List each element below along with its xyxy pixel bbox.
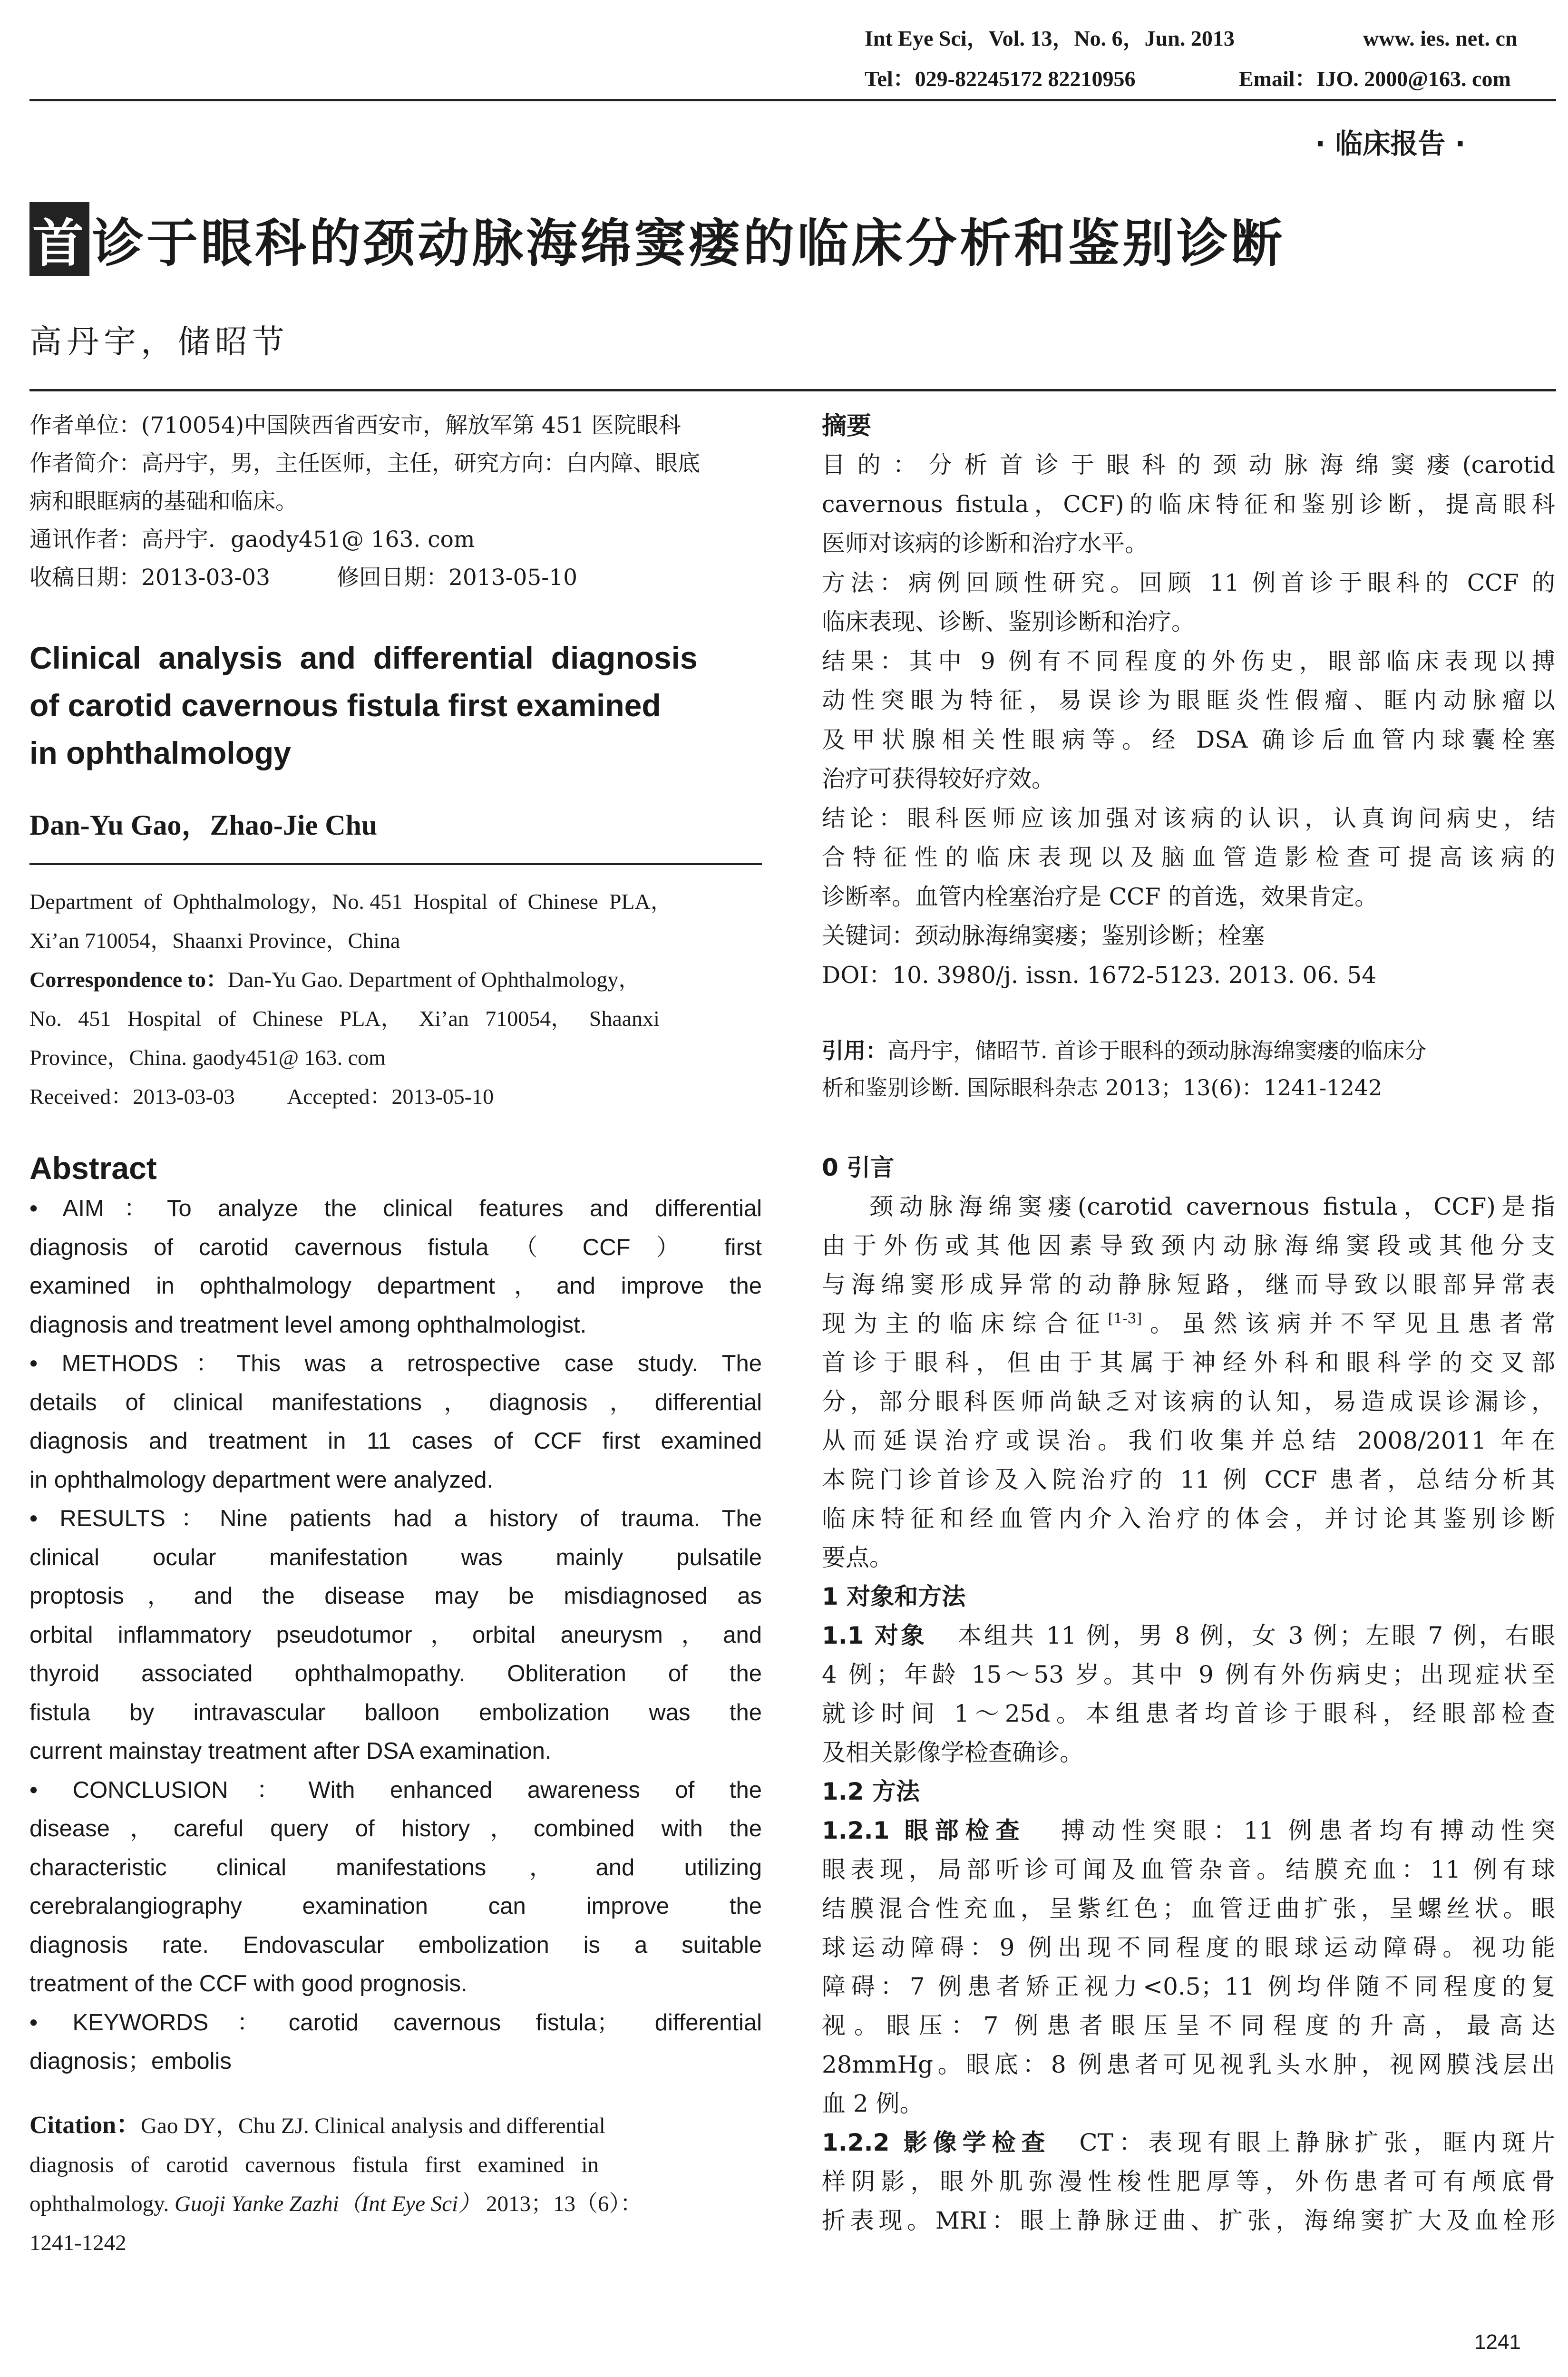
heading-1-2-1: 1.2.1 眼部检查 — [822, 1817, 1026, 1844]
heading-1-2: 1.2 方法 — [822, 1778, 920, 1805]
intro-line: 临床特征和经血管内介入治疗的体会，并讨论其鉴别诊断 — [822, 1505, 1555, 1532]
section-1-1-line: 就诊时间 1～25d。本组患者均首诊于眼科，经眼部检查 — [822, 1700, 1555, 1727]
abstract-en-line: disease，careful query of history，combined with the — [29, 1816, 762, 1841]
section-text: 本组共 11 例，男 8 例，女 3 例；左眼 7 例，右眼 — [955, 1622, 1555, 1649]
abstract-en-line: proptosis，and the disease may be misdiagnosed as — [29, 1583, 762, 1609]
section-1-2-2-line — [822, 2123, 1555, 2162]
citation-text: Gao DY，Chu ZJ. Clinical analysis and differential — [141, 2113, 605, 2138]
abstract-en-line: cerebralangiography examination can improve the — [29, 1893, 762, 1919]
citation-en-line-1 — [29, 2106, 762, 2145]
abstract-en-line: thyroid associated ophthalmopathy. Obliteration of the — [29, 1661, 762, 1686]
journal-citation: Int Eye Sci，Vol. 13，No. 6，Jun. 2013 — [865, 26, 1235, 50]
affil-rule — [29, 863, 762, 865]
info-bio-1: 作者简介：高丹宇，男，主任医师，主任，研究方向：白内障、眼底 — [29, 450, 700, 477]
section-1-2-1-line — [822, 1811, 1555, 1850]
intro-text: 现为主的临床综合征 — [822, 1310, 1108, 1337]
info-revised: 修回日期：2013-05-10 — [336, 565, 577, 591]
journal-email: Email：IJO. 2000@163. com — [1239, 67, 1511, 91]
citation-cn-line-1: 引用：高丹宇，储昭节. 首诊于眼科的颈动脉海绵窦瘘的临床分 — [822, 1038, 1427, 1063]
intro-line: 由于外伤或其他因素导致颈内动脉海绵窦段或其他分支 — [822, 1232, 1555, 1259]
heading-1-1: 1.1 对象 — [822, 1622, 927, 1649]
authors-en: Dan-Yu Gao，Zhao-Jie Chu — [29, 809, 378, 841]
intro-text: 。虽然该病并不罕见且患者常 — [1142, 1310, 1556, 1337]
section-1-2-2 — [822, 2123, 1555, 2240]
abstract-en-line: • RESULTS：Nine patients had a history of trauma. The — [29, 1506, 762, 1531]
affil-line: Department of Ophthalmology，No. 451 Hospital of Chinese PLA， — [29, 889, 672, 914]
intro-line: 要点。 — [822, 1544, 893, 1571]
journal-tel: Tel：029-82245172 82210956 — [865, 67, 1136, 91]
abstract-cn-line: 结果：其中 9 例有不同程度的外伤史，眼部临床表现以搏 — [822, 647, 1555, 675]
citation-en-line-2: diagnosis of carotid cavernous fistula first examined in — [29, 2152, 599, 2177]
accepted-en: Accepted：2013-05-10 — [287, 1084, 494, 1109]
title-rest: 诊于眼科的颈动脉海绵窦瘘的临床分析和鉴别诊断 — [92, 214, 1286, 273]
section-1-2-1-line: 视。眼压：7 例患者眼压呈不同程度的升高，最高达 — [822, 2012, 1555, 2039]
abstract-cn-line: cavernous fistula，CCF)的临床特征和鉴别诊断，提高眼科 — [822, 490, 1555, 518]
affil-line: Province，China. gaody451@ 163. com — [29, 1045, 386, 1070]
abstract-en-line: • CONCLUSION：With enhanced awareness of the — [29, 1777, 762, 1803]
affil-corr — [29, 960, 762, 999]
abstract-en-body — [29, 1189, 762, 2081]
title-en-line: Clinical analysis and differential diagnosis — [29, 640, 698, 675]
abstract-cn-line: 关键词：颈动脉海绵窦瘘；鉴别诊断；栓塞 — [822, 922, 1265, 949]
abstract-en-line: characteristic clinical manifestations，and utilizing — [29, 1854, 762, 1880]
intro-line: 本院门诊首诊及入院治疗的 11 例 CCF 患者，总结分析其 — [822, 1466, 1555, 1493]
abstract-en-line: details of clinical manifestations，diagnosis，differential — [29, 1389, 762, 1415]
section-1-2-2-line: 样阴影，眼外肌弥漫性梭性肥厚等，外伤患者可有颅底骨 — [822, 2168, 1555, 2195]
section-1-1 — [822, 1616, 1555, 1772]
intro-line: 颈动脉海绵窦瘘(carotid cavernous fistula，CCF)是指 — [869, 1193, 1555, 1220]
intro-line — [822, 1304, 1555, 1343]
title-en-line: in ophthalmology — [29, 735, 291, 770]
abstract-cn-line: 治疗可获得较好疗效。 — [822, 765, 1055, 792]
citation-journal: Guoji Yanke Zazhi（Int Eye Sci） — [175, 2191, 481, 2216]
heading-0-intro: 0 引言 — [822, 1154, 895, 1181]
journal-website: www. ies. net. cn — [1363, 26, 1518, 50]
info-bio-2: 病和眼眶病的基础和临床。 — [29, 488, 298, 515]
corr-line: Dan-Yu Gao. Department of Ophthalmology， — [227, 967, 641, 992]
abstract-cn-line: 医师对该病的诊断和治疗水平。 — [822, 530, 1149, 557]
section-text: 搏动性突眼：11 例患者均有搏动性突 — [1054, 1817, 1555, 1844]
reference-marker: [1-3] — [1108, 1310, 1142, 1327]
intro-line: 分，部分眼科医师尚缺乏对该病的认知，易造成误诊漏诊， — [822, 1388, 1555, 1415]
abstract-en-heading: Abstract — [29, 1150, 157, 1186]
section-1-2-1-line: 28mmHg。眼底：8 例患者可见视乳头水肿，视网膜浅层出 — [822, 2051, 1555, 2078]
citation-cn-line-2: 析和鉴别诊断. 国际眼科杂志 2013；13(6)：1241-1242 — [822, 1075, 1383, 1101]
abstract-en-line: in ophthalmology department were analyzed. — [29, 1467, 494, 1493]
abstract-cn-body — [822, 446, 1555, 995]
abstract-en-line: clinical ocular manifestation was mainly pulsatile — [29, 1544, 762, 1570]
abstract-cn-heading: 摘要 — [822, 412, 872, 440]
abstract-cn-line: 及甲状腺相关性眼病等。经 DSA 确诊后血管内球囊栓塞 — [822, 726, 1555, 753]
abstract-en-line: diagnosis of carotid cavernous fistula （ CCF ） first — [29, 1234, 762, 1260]
abstract-en-line: • METHODS：This was a retrospective case study. The — [29, 1351, 762, 1376]
section-1-2-2-line: 折表现。MRI：眼上静脉迂曲、扩张，海绵窦扩大及血栓形 — [822, 2207, 1555, 2234]
citation-cn-text: 高丹宇，储昭节. 首诊于眼科的颈动脉海绵窦瘘的临床分 — [887, 1038, 1427, 1063]
abstract-en-line: diagnosis；embolis — [29, 2048, 232, 2074]
abstract-cn-line: 目的：分析首诊于眼科的颈动脉海绵窦瘘(carotid — [822, 451, 1555, 478]
info-unit: 作者单位：(710054)中国陕西省西安市，解放军第 451 医院眼科 — [29, 412, 681, 438]
section-1-1-line: 4 例；年龄 15～53 岁。其中 9 例有外伤病史；出现症状至 — [822, 1661, 1555, 1688]
citation-cn — [822, 1032, 1555, 1106]
section-1-2-1-line: 眼表现，局部听诊可闻及血管杂音。结膜充血：11 例有球 — [822, 1856, 1555, 1883]
abstract-cn-line: 结论：眼科医师应该加强对该病的认识，认真询问病史，结 — [822, 804, 1555, 832]
abstract-cn-line: 临床表现、诊断、鉴别诊断和治疗。 — [822, 608, 1195, 635]
abstract-en-line: diagnosis and treatment level among ophthalmologist. — [29, 1312, 587, 1338]
abstract-cn-line: DOI：10. 3980/j. issn. 1672-5123. 2013. 06. 54 — [822, 961, 1377, 989]
title-en — [29, 634, 762, 777]
page-number: 1241 — [1474, 2330, 1521, 2354]
title-rule — [29, 389, 1556, 391]
title-en-line: of carotid cavernous fistula first examined — [29, 688, 661, 723]
intro-line: 首诊于眼科，但由于其属于神经外科和眼科学的交叉部 — [822, 1349, 1555, 1376]
info-dates — [29, 559, 762, 597]
affil-line: Xi’an 710054，Shaanxi Province，China — [29, 928, 400, 953]
section-1-2-1-line: 障碍：7 例患者矫正视力<0.5；11 例均伴随不同程度的复 — [822, 1973, 1555, 2000]
citation-en-line-4: 1241-1242 — [29, 2230, 127, 2255]
info-cn — [29, 407, 762, 597]
abstract-en-line: diagnosis rate. Endovascular embolization is a suitable — [29, 1932, 762, 1958]
citation-en — [29, 2106, 762, 2262]
affil-en — [29, 882, 762, 1116]
received-en: Received：2013-03-03 — [29, 1084, 235, 1109]
heading-1-methods: 1 对象和方法 — [822, 1583, 966, 1610]
affil-line: No. 451 Hospital of Chinese PLA， Xi’an 710054， Shaanxi — [29, 1006, 660, 1031]
section-1-1-line: 及相关影像学检查确诊。 — [822, 1739, 1083, 1766]
abstract-cn-line: 合特征性的临床表现以及脑血管造影检查可提高该病的 — [822, 844, 1555, 871]
section-1-2-1-line: 球运动障碍：9 例出现不同程度的眼球运动障碍。视功能 — [822, 1934, 1555, 1961]
title-first-char: 首 — [29, 202, 89, 276]
abstract-en-line: treatment of the CCF with good prognosis. — [29, 1971, 467, 1997]
affil-dates — [29, 1077, 762, 1116]
heading-1-2-2: 1.2.2 影像学检查 — [822, 2129, 1051, 2156]
citation-text: ophthalmology. — [29, 2191, 169, 2216]
abstract-en-line: • KEYWORDS：carotid cavernous fistula； differential — [29, 2009, 762, 2036]
intro-line: 从而延误治疗或误治。我们收集并总结 2008/2011 年在 — [822, 1427, 1555, 1454]
section-1-2-1 — [822, 1811, 1555, 2123]
right-column — [822, 407, 1555, 2240]
abstract-en-line: fistula by intravascular balloon embolization was the — [29, 1699, 762, 1725]
abstract-en-line: orbital inflammatory pseudotumor，orbital aneurysm，and — [29, 1622, 762, 1648]
citation-text: 2013；13（6）： — [486, 2191, 643, 2216]
abstract-cn-line: 动性突眼为特征，易误诊为眼眶炎性假瘤、眶内动脉瘤以 — [822, 687, 1555, 714]
article-title — [29, 202, 1285, 276]
section-1-2-1-line: 结膜混合性充血，呈紫红色；血管迂曲扩张，呈螺丝状。眼 — [822, 1895, 1555, 1922]
info-received: 收稿日期：2013-03-03 — [29, 565, 270, 591]
section-1-1-line — [822, 1616, 1555, 1655]
section-label: · 临床报告 · — [1315, 127, 1466, 160]
abstract-en-line: diagnosis and treatment in 11 cases of CCF first examined — [29, 1428, 762, 1454]
section-1-2-1-line: 血 2 例。 — [822, 2090, 924, 2117]
abstract-en-line: current mainstay treatment after DSA examination. — [29, 1738, 552, 1764]
intro-line: 与海绵窦形成异常的动静脉短路，继而导致以眼部异常表 — [822, 1271, 1555, 1298]
corr-label: Correspondence to： — [29, 967, 228, 992]
intro-body — [822, 1187, 1555, 1577]
abstract-cn-line: 诊断率。血管内栓塞治疗是 CCF 的首选，效果肯定。 — [822, 883, 1378, 910]
section-text: CT：表现有眼上静脉扩张，眶内斑片 — [1079, 2129, 1555, 2156]
left-column — [29, 407, 762, 2262]
header-rule — [29, 99, 1556, 101]
abstract-en-line: • AIM：To analyze the clinical features and differential — [29, 1196, 762, 1221]
citation-label: Citation： — [29, 2111, 141, 2139]
info-contact: 通讯作者：高丹宇．gaody451@ 163. com — [29, 526, 475, 553]
abstract-en-line: examined in ophthalmology department，and improve the — [29, 1273, 762, 1299]
authors-cn: 高丹宇，储昭节 — [29, 323, 290, 361]
citation-en-line-3 — [29, 2184, 762, 2223]
abstract-cn-line: 方法：病例回顾性研究。回顾 11 例首诊于眼科的 CCF 的 — [822, 569, 1555, 596]
